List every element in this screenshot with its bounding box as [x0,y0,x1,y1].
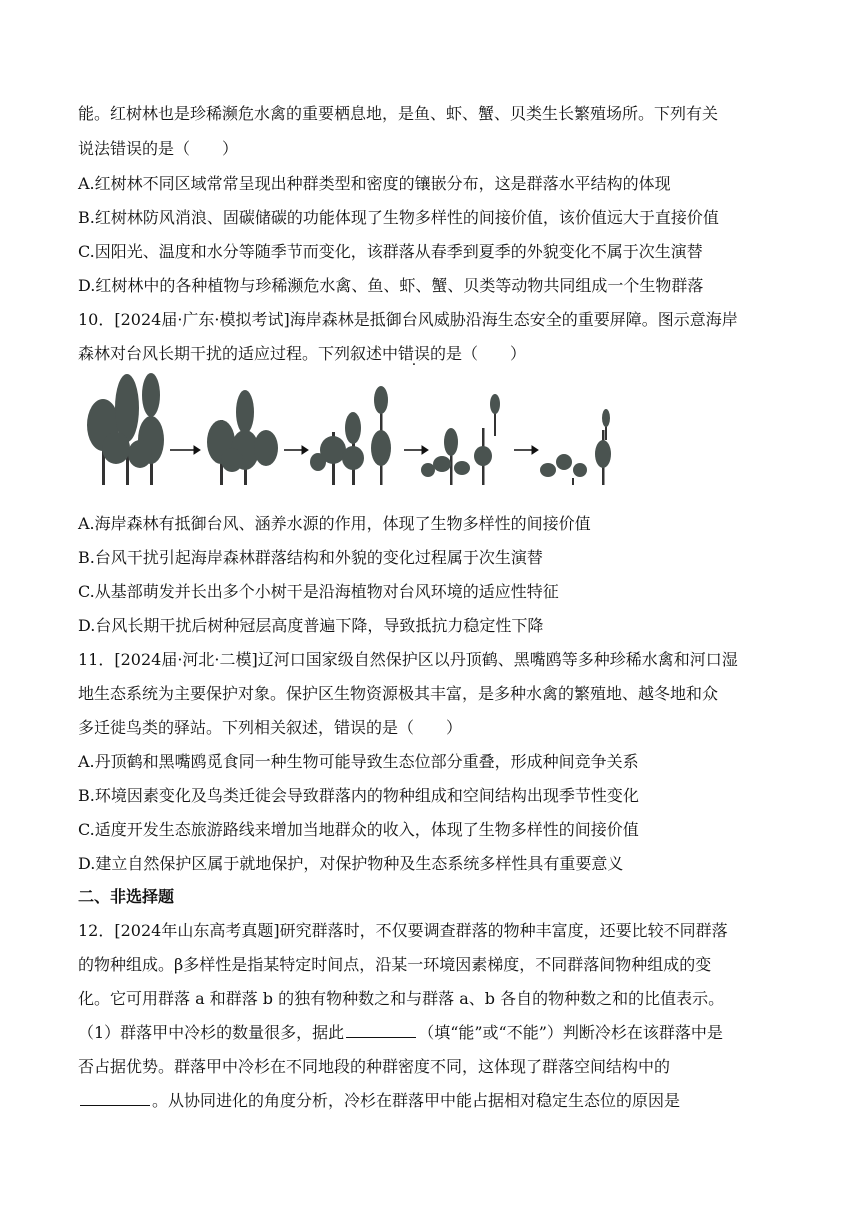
question-10-stem-cont [78,343,526,365]
option-a: A.海岸森林有抵御台风、涵养水源的作用，体现了生物多样性的间接价值 [78,514,591,533]
option-c: C.从基部萌发并长出多个小树干是沿海植物对台风环境的适应性特征 [78,582,559,601]
stem-text: 的是（ ） [430,344,527,363]
option-c: C.因阳光、温度和水分等随季节而变化，该群落从春季到夏季的外貌变化不属于次生演替 [78,242,703,261]
question-11-stem: 11．[2024届·河北·二模]辽河口国家级自然保护区以丹顶鹤、黑嘴鸥等多种珍稀水禽和河口湿 [78,650,738,669]
option-b: B.环境因素变化及鸟类迁徙会导致群落内的物种组成和空间结构出现季节性变化 [78,786,639,805]
option-b: B.红树林防风消浪、固碳储碳的功能体现了生物多样性的间接价值，该价值远大于直接价值 [78,208,719,227]
emphasis-text: 错误 [398,344,431,363]
question-12-part-1 [78,1022,723,1044]
question-11-stem-cont: 多迁徙鸟类的驿站。下列相关叙述，错误的是（ ） [78,718,463,737]
stage-3-trees [310,386,391,485]
option-a: A.红树林不同区域常常呈现出种群类型和密度的镶嵌分布，这是群落水平结构的体现 [78,174,671,193]
stage-4-trees [421,394,500,485]
coastal-forest-adaptation-figure [82,370,622,492]
arrow-1 [170,446,200,454]
option-a: A.丹顶鹤和黑嘴鸥觅食同一种生物可能导致生态位部分重叠，形成种间竞争关系 [78,752,639,771]
arrow-3 [404,446,428,454]
question-12-stem-cont: 的物种组成。β多样性是指某特定时间点，沿某一环境因素梯度，不同群落间物种组成的变 [78,955,712,974]
question-10-stem: 10．[2024届·广东·模拟考试]海岸森林是抵御台风威胁沿海生态安全的重要屏障。图示意海岸 [78,310,738,329]
stem-text: （填“能”或“不能”）判断冷杉在该群落中是 [418,1023,723,1042]
question-12-part-1-cont: 否占据优势。群落甲中冷杉在不同地段的种群密度不同，这体现了群落空间结构中的 [78,1057,671,1076]
arrow-2 [284,446,308,454]
text-line: 说法错误的是（ ） [78,139,239,158]
question-11-stem-cont: 地生态系统为主要保护对象。保护区生物资源极其丰富，是多种水禽的繁殖地、越冬地和众 [78,684,719,703]
section-heading: 二、非选择题 [78,887,175,906]
question-12-stem: 12．[2024年山东高考真题]研究群落时，不仅要调查群落的物种丰富度，还要比较不同群落 [78,921,728,940]
question-12-part-1-cont [78,1090,680,1112]
arrow-4 [514,446,538,454]
option-b: B.台风干扰引起海岸森林群落结构和外貌的变化过程属于次生演替 [78,548,543,567]
option-c: C.适度开发生态旅游路线来增加当地群众的收入，体现了生物多样性的间接价值 [78,820,639,839]
stage-5-trees [540,409,611,485]
option-d: D.建立自然保护区属于就地保护，对保护物种及生态系统多样性具有重要意义 [78,854,624,873]
stem-text: （1）群落甲中冷杉的数量很多，据此 [78,1023,345,1042]
stem-text: 。从协同进化的角度分析，冷杉在群落甲中能占据相对稳定生态位的原因是 [152,1091,681,1110]
option-d: D.红树林中的各种植物与珍稀濒危水禽、鱼、虾、蟹、贝类等动物共同组成一个生物群落 [78,276,704,295]
text-line: 能。红树林也是珍稀濒危水禽的重要栖息地，是鱼、虾、蟹、贝类生长繁殖场所。下列有关 [78,104,719,123]
stem-text: 森林对台风长期干扰的适应过程。下列叙述中 [78,344,399,363]
stage-2-trees [207,390,278,485]
answer-blank[interactable] [346,1023,416,1038]
answer-blank[interactable] [80,1091,150,1106]
option-d: D.台风长期干扰后树种冠层高度普遍下降，导致抵抗力稳定性下降 [78,616,544,635]
stage-1-trees [87,373,164,485]
question-12-stem-cont: 化。它可用群落 a 和群落 b 的独有物种数之和与群落 a、b 各自的物种数之和的比值表示。 [78,989,725,1008]
